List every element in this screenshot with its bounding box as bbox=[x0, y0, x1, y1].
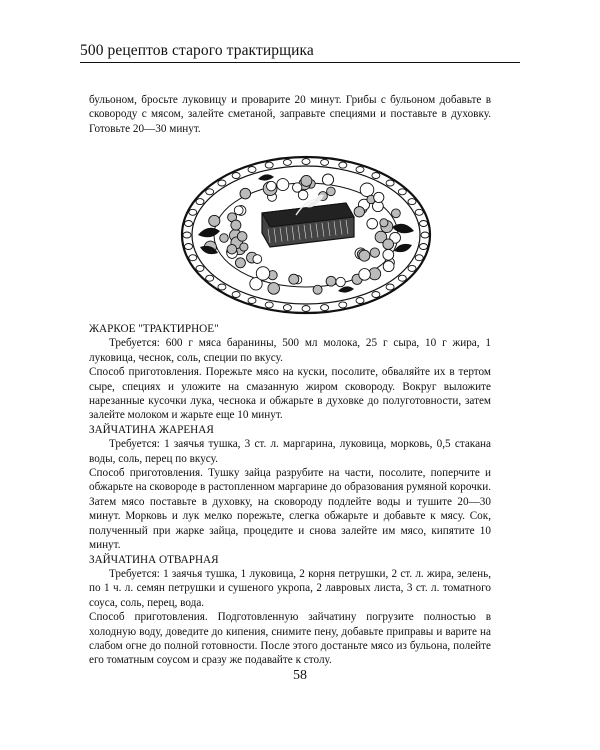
garnish-ball bbox=[293, 183, 302, 192]
garnish-ball bbox=[354, 207, 364, 217]
garnish-ball bbox=[237, 232, 247, 242]
garnish-ball bbox=[268, 283, 280, 295]
garnish-ball bbox=[322, 174, 333, 185]
garnish-ball bbox=[209, 215, 220, 226]
garnish-ball bbox=[301, 175, 312, 186]
recipe-boiled-hare bbox=[89, 553, 491, 668]
garnish-ball bbox=[277, 179, 289, 191]
recipe-method: Способ приготовления. Подготовленную зайчатину погрузите полностью в холодную воду, доведите до кипения, снимите пену, добавьте приправы и варите на слабом огне до полной готовности. После этого достаньте мясо из бульона, полейте его томатным соусом и сразу же подавайте к столу. bbox=[89, 611, 491, 667]
recipe-title: ЖАРКОЕ "ТРАКТИРНОЕ" bbox=[89, 323, 219, 335]
garnish-ball bbox=[336, 277, 345, 286]
garnish-ball bbox=[234, 206, 243, 215]
garnish-ball bbox=[326, 276, 336, 286]
garnish-ball bbox=[383, 239, 394, 250]
recipes-section bbox=[89, 322, 491, 668]
garnish-ball bbox=[267, 181, 277, 191]
garnish-ball bbox=[227, 244, 237, 254]
recipe-ingredients: Требуется: 1 заячья тушка, 3 ст. л. маргарина, луковица, морковь, 0,5 стакана воды, соль, перец по вкусу. bbox=[89, 438, 491, 465]
garnish-ball bbox=[235, 258, 245, 268]
intro-text bbox=[89, 93, 491, 136]
platter-with-roast-icon bbox=[178, 151, 434, 317]
recipe-lamb-roast bbox=[89, 322, 491, 423]
garnish-ball bbox=[289, 274, 299, 284]
garnish-ball bbox=[359, 269, 371, 281]
garnish-ball bbox=[360, 183, 374, 197]
page-number: 58 bbox=[293, 668, 307, 683]
garnish-ball bbox=[240, 243, 248, 251]
garnish-ball bbox=[240, 188, 251, 199]
recipe-title: ЗАЙЧАТИНА ЖАРЕНАЯ bbox=[89, 423, 214, 436]
garnish-ball bbox=[370, 248, 379, 257]
running-header bbox=[80, 42, 520, 63]
recipe-title: ЗАЙЧАТИНА ОТВАРНАЯ bbox=[89, 553, 219, 566]
garnish-ball bbox=[359, 250, 370, 261]
garnish-ball bbox=[380, 219, 388, 227]
recipe-method: Способ приготовления. Тушку зайца разрубите на части, посолите, поперчите и обжарьте на сковороде в растопленном маргарине до образования румяной корочки. Затем мясо поставьте в духовку, на сковороду подлейте воды и тушите 20—30 минут. Морковь и лук мелко порежьте, слегка обжарьте и добавьте к мясу. Сок, полученный при жарке зайца, процедите и снова залейте им мясо, кипятите 10 минут. bbox=[89, 467, 491, 552]
garnish-ball bbox=[383, 249, 394, 260]
garnish-ball bbox=[374, 192, 384, 202]
garnish-ball bbox=[231, 220, 241, 230]
garnish-ball bbox=[383, 261, 394, 272]
garnish-ball bbox=[256, 267, 269, 280]
book-title: 500 рецептов старого трактирщика bbox=[80, 42, 314, 59]
garnish-ball bbox=[313, 285, 322, 294]
garnish-ball bbox=[367, 218, 378, 229]
intro-paragraph: бульоном, бросьте луковицу и проварите 20 минут. Грибы с бульоном добавьте в сковороду с мясом, залейте сметаной, заправьте специями и поставьте в духовку. Готовьте 20—30 минут. bbox=[89, 94, 491, 135]
garnish-ball bbox=[392, 209, 401, 218]
garnish-ball bbox=[327, 187, 336, 196]
garnish-ball bbox=[253, 255, 262, 264]
recipe-ingredients: Требуется: 600 г мяса баранины, 500 мл молока, 25 г сыра, 10 г жира, 1 луковица, чеснок, соль, специи по вкусу. bbox=[89, 337, 491, 364]
recipe-method: Способ приготовления. Порежьте мясо на куски, посолите, обваляйте их в тертом сыре, специях и уложите на смазанную жиром сковороду. Вокруг выложите нарезанные кусочки лука, чеснока и обжарьте в духовке до полуготовности, затем залейте молоком и жарьте еще 10 минут. bbox=[89, 366, 491, 422]
recipe-fried-hare bbox=[89, 423, 491, 553]
garnish-ball bbox=[220, 234, 229, 243]
recipe-ingredients: Требуется: 1 заячья тушка, 1 луковица, 2 корня петрушки, 2 ст. л. жира, зелень, по 1 ч. л. семян петрушки и сушеного укропа, 2 лавровых листа, 3 ст. л. томатного соуса, соль, перец, вода. bbox=[89, 567, 491, 609]
